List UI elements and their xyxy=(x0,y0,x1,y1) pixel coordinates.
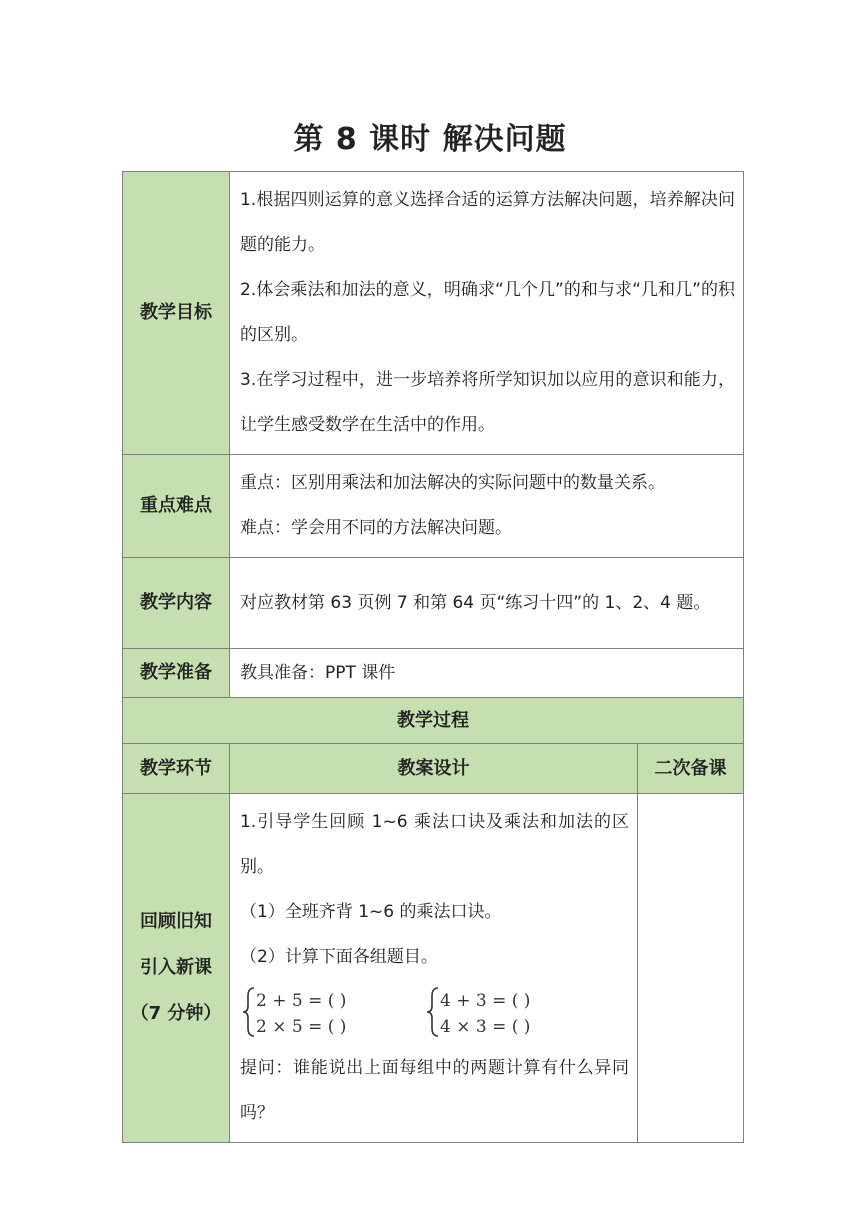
left-brace-icon xyxy=(243,988,254,1036)
column-notes: 二次备课 xyxy=(638,744,744,794)
objective-item: 3.在学习过程中，进一步培养将所学知识加以应用的意识和能力，让学生感受数学在生活中的作用。 xyxy=(240,370,735,435)
stage-design xyxy=(230,794,638,1143)
design-question: 提问：谁能说出上面每组中的两题计算有什么异同吗？ xyxy=(240,1058,629,1123)
page-title: 第 8 课时 解决问题 xyxy=(293,122,567,157)
math-expr: 2 + 5 = ( ) xyxy=(256,991,347,1011)
objective-item: 2.体会乘法和加法的意义，明确求“几个几”的和与求“几和几”的积的区别。 xyxy=(240,280,735,345)
stage-label-line: 回顾旧知 xyxy=(140,911,212,932)
stage-label-line: 引入新课 xyxy=(140,957,212,978)
preparation-text: 教具准备：PPT 课件 xyxy=(230,649,744,698)
preparation-label: 教学准备 xyxy=(123,649,230,698)
stage-row xyxy=(123,794,744,1143)
math-expr: 2 × 5 = ( ) xyxy=(256,1017,347,1037)
keypoints-row xyxy=(123,455,744,558)
design-line: （1）全班齐背 1~6 的乘法口诀。 xyxy=(240,902,502,922)
keypoint-item: 难点：学会用不同的方法解决问题。 xyxy=(240,518,512,538)
design-line: （2）计算下面各组题目。 xyxy=(240,947,438,967)
math-expr: 4 × 3 = ( ) xyxy=(440,1017,531,1037)
process-heading: 教学过程 xyxy=(123,698,744,744)
keypoints-content xyxy=(230,455,744,558)
preparation-row xyxy=(123,649,744,698)
keypoints-label: 重点难点 xyxy=(123,455,230,558)
column-header-row xyxy=(123,744,744,794)
column-design: 教案设计 xyxy=(230,744,638,794)
content-text: 对应教材第 63 页例 7 和第 64 页“练习十四”的 1、2、4 题。 xyxy=(230,558,744,649)
content-row xyxy=(123,558,744,649)
objective-item: 1.根据四则运算的意义选择合适的运算方法解决问题，培养解决问题的能力。 xyxy=(240,190,735,255)
math-expr: 4 + 3 = ( ) xyxy=(440,991,531,1011)
objectives-content xyxy=(230,172,744,455)
keypoint-item: 重点：区别用乘法和加法解决的实际问题中的数量关系。 xyxy=(240,473,665,493)
stage-label-line: （7 分钟） xyxy=(130,1003,222,1024)
lesson-plan-table xyxy=(122,171,744,1143)
stage-notes xyxy=(638,794,744,1143)
stage-label xyxy=(123,794,230,1143)
objectives-row xyxy=(123,172,744,455)
column-stage: 教学环节 xyxy=(123,744,230,794)
design-line: 1.引导学生回顾 1~6 乘法口诀及乘法和加法的区别。 xyxy=(240,812,629,877)
math-exercises xyxy=(242,984,629,1040)
content-label: 教学内容 xyxy=(123,558,230,649)
left-brace-icon xyxy=(427,988,438,1036)
process-row xyxy=(123,698,744,744)
objectives-label: 教学目标 xyxy=(123,172,230,455)
